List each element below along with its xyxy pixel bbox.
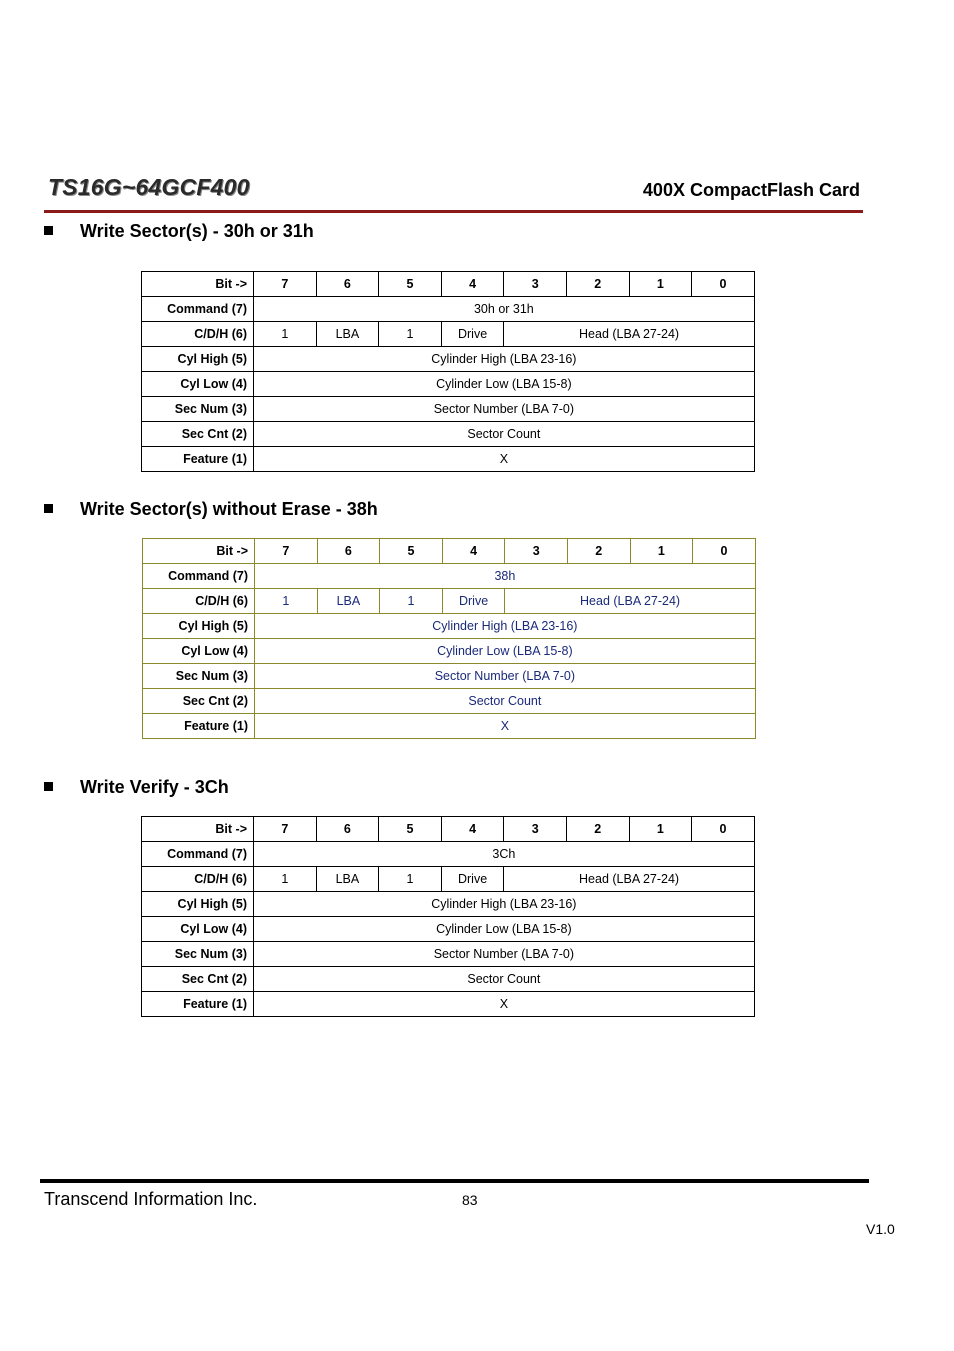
cell-value: 1	[379, 322, 442, 347]
table-row	[142, 447, 755, 472]
table-row	[142, 992, 755, 1017]
register-table-write-without-erase	[142, 538, 756, 739]
cell-value: X	[254, 992, 755, 1017]
bullet-icon	[44, 504, 53, 513]
row-label: Bit ->	[143, 539, 255, 564]
bit-cell: 4	[441, 817, 504, 842]
row-label: Sec Cnt (2)	[142, 422, 254, 447]
bit-cell: 1	[630, 539, 693, 564]
table-row	[142, 397, 755, 422]
table-row	[143, 664, 756, 689]
row-label: Sec Cnt (2)	[143, 689, 255, 714]
cell-value: Sector Count	[254, 967, 755, 992]
bit-cell: 7	[254, 272, 317, 297]
cell-value: Head (LBA 27-24)	[504, 867, 754, 892]
row-label: Sec Cnt (2)	[142, 967, 254, 992]
bit-cell: 0	[692, 272, 755, 297]
cell-value: 3Ch	[254, 842, 755, 867]
row-label: Command (7)	[143, 564, 255, 589]
section-heading-text: Write Sector(s) - 30h or 31h	[80, 221, 314, 241]
bit-cell: 1	[629, 272, 692, 297]
row-label: C/D/H (6)	[142, 867, 254, 892]
page-number: 83	[462, 1192, 478, 1208]
bit-cell: 0	[693, 539, 756, 564]
table-row	[143, 539, 756, 564]
row-label: C/D/H (6)	[142, 322, 254, 347]
bit-cell: 7	[255, 539, 318, 564]
cell-value: LBA	[316, 867, 379, 892]
cell-value: Sector Number (LBA 7-0)	[254, 397, 755, 422]
cell-value: Cylinder Low (LBA 15-8)	[254, 917, 755, 942]
cell-value: X	[255, 714, 756, 739]
bit-cell: 3	[504, 817, 567, 842]
cell-value: 1	[254, 867, 317, 892]
table-row	[142, 347, 755, 372]
bit-cell: 5	[379, 272, 442, 297]
row-label: Sec Num (3)	[142, 942, 254, 967]
row-label: Feature (1)	[142, 992, 254, 1017]
row-label: Cyl High (5)	[142, 347, 254, 372]
cell-value: 30h or 31h	[254, 297, 755, 322]
version-label: V1.0	[866, 1221, 895, 1237]
header-rule	[44, 210, 863, 213]
cell-value: X	[254, 447, 755, 472]
table-row	[142, 842, 755, 867]
row-label: Command (7)	[142, 297, 254, 322]
document-title: TS16G~64GCF400	[48, 174, 250, 200]
row-label: Cyl Low (4)	[142, 372, 254, 397]
row-label: Feature (1)	[143, 714, 255, 739]
table-row	[142, 967, 755, 992]
table-row	[142, 942, 755, 967]
cell-value: Sector Count	[255, 689, 756, 714]
bit-cell: 1	[629, 817, 692, 842]
cell-value: Cylinder High (LBA 23-16)	[254, 347, 755, 372]
table-row	[142, 892, 755, 917]
section-heading-write-without-erase	[44, 499, 378, 520]
table-row	[142, 322, 755, 347]
row-label: Cyl High (5)	[142, 892, 254, 917]
cell-value: 1	[255, 589, 318, 614]
document-subtitle: 400X CompactFlash Card	[642, 180, 860, 200]
footer-rule	[40, 1179, 869, 1183]
cell-value: Cylinder Low (LBA 15-8)	[254, 372, 755, 397]
bit-cell: 0	[692, 817, 755, 842]
bit-cell: 6	[316, 817, 379, 842]
bit-cell: 3	[505, 539, 568, 564]
table-row	[143, 639, 756, 664]
row-label: Bit ->	[142, 817, 254, 842]
row-label: Command (7)	[142, 842, 254, 867]
bit-cell: 4	[441, 272, 504, 297]
cell-value: Cylinder High (LBA 23-16)	[255, 614, 756, 639]
cell-value: 1	[254, 322, 317, 347]
table-row	[143, 564, 756, 589]
row-label: Sec Num (3)	[143, 664, 255, 689]
cell-value: Drive	[441, 867, 504, 892]
cell-value: Drive	[442, 589, 505, 614]
cell-value: Sector Number (LBA 7-0)	[254, 942, 755, 967]
table-row	[142, 917, 755, 942]
bit-cell: 5	[380, 539, 443, 564]
cell-value: LBA	[317, 589, 380, 614]
row-label: Sec Num (3)	[142, 397, 254, 422]
table-row	[143, 589, 756, 614]
cell-value: 38h	[255, 564, 756, 589]
cell-value: LBA	[316, 322, 379, 347]
cell-value: Sector Number (LBA 7-0)	[255, 664, 756, 689]
bit-cell: 2	[567, 539, 630, 564]
bullet-icon	[44, 226, 53, 235]
row-label: Cyl High (5)	[143, 614, 255, 639]
register-table-write-sectors	[141, 271, 755, 472]
cell-value: Sector Count	[254, 422, 755, 447]
table-row	[143, 689, 756, 714]
cell-value: 1	[379, 867, 442, 892]
table-row	[142, 272, 755, 297]
row-label: C/D/H (6)	[143, 589, 255, 614]
cell-value: 1	[380, 589, 443, 614]
bit-cell: 6	[317, 539, 380, 564]
cell-value: Head (LBA 27-24)	[504, 322, 754, 347]
table-row	[142, 817, 755, 842]
bit-cell: 5	[379, 817, 442, 842]
row-label: Feature (1)	[142, 447, 254, 472]
bit-cell: 7	[254, 817, 317, 842]
bit-cell: 4	[442, 539, 505, 564]
bit-cell: 2	[566, 817, 629, 842]
table-row	[142, 372, 755, 397]
row-label: Cyl Low (4)	[143, 639, 255, 664]
bit-cell: 2	[566, 272, 629, 297]
bullet-icon	[44, 782, 53, 791]
cell-value: Drive	[441, 322, 504, 347]
row-label: Cyl Low (4)	[142, 917, 254, 942]
register-table-write-verify	[141, 816, 755, 1017]
cell-value: Cylinder High (LBA 23-16)	[254, 892, 755, 917]
table-row	[142, 867, 755, 892]
table-row	[143, 714, 756, 739]
footer-company: Transcend Information Inc.	[44, 1189, 258, 1209]
row-label: Bit ->	[142, 272, 254, 297]
bit-cell: 6	[316, 272, 379, 297]
table-row	[143, 614, 756, 639]
bit-cell: 3	[504, 272, 567, 297]
section-heading-write-sectors	[44, 221, 314, 242]
cell-value: Cylinder Low (LBA 15-8)	[255, 639, 756, 664]
section-heading-text: Write Sector(s) without Erase - 38h	[80, 499, 378, 519]
table-row	[142, 422, 755, 447]
section-heading-text: Write Verify - 3Ch	[80, 777, 229, 797]
cell-value: Head (LBA 27-24)	[505, 589, 755, 614]
section-heading-write-verify	[44, 777, 229, 798]
table-row	[142, 297, 755, 322]
